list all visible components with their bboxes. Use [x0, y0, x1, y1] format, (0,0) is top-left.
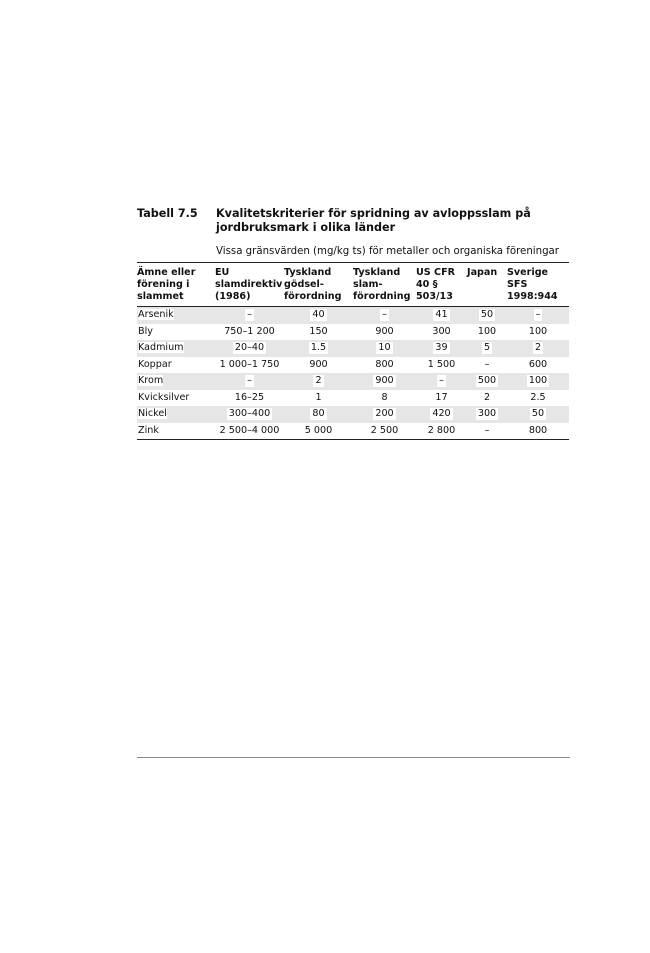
column-header-line: [467, 291, 507, 303]
column-header-line: förordning: [284, 291, 342, 302]
limit-value-cell: [467, 406, 507, 423]
substance-name-cell: [137, 340, 215, 357]
cell-text: –: [484, 424, 490, 436]
limit-value-cell: [215, 340, 284, 357]
cell-text: 100: [528, 325, 548, 337]
cell-text: 300–400: [228, 408, 271, 420]
cell-text: 800: [375, 358, 394, 370]
cell-text: 1 500: [427, 358, 456, 370]
limit-value-cell: [353, 357, 416, 374]
cell-text: 1: [315, 391, 322, 403]
cell-text: –: [484, 358, 490, 370]
cell-text: 20–40: [234, 342, 265, 354]
limit-value-cell: [416, 373, 467, 390]
column-header-line: US CFR: [416, 267, 456, 278]
cell-text: –: [247, 309, 252, 321]
cell-text: 40: [312, 309, 325, 321]
limit-value-cell: [467, 390, 507, 407]
table-row: [137, 324, 569, 341]
table-row: [137, 406, 569, 423]
cell-text: 8: [381, 391, 388, 403]
cell-text: 41: [435, 309, 448, 321]
cell-text: 200: [375, 408, 394, 420]
limit-value-cell: [507, 357, 569, 374]
column-header-line: Tyskland: [353, 267, 401, 278]
column-header-line: EU: [215, 267, 230, 278]
cell-text: –: [382, 309, 387, 321]
limit-value-cell: [467, 373, 507, 390]
cell-text: –: [439, 375, 444, 387]
column-header-line: slammet: [137, 291, 184, 302]
limit-value-cell: [467, 423, 507, 440]
limit-value-cell: [284, 390, 353, 407]
column-header: [353, 263, 416, 307]
column-header-line: Tyskland: [284, 267, 332, 278]
substance-name-cell: [137, 390, 215, 407]
limit-value-cell: [507, 307, 569, 324]
cell-text: Arsenik: [138, 309, 174, 321]
cell-text: Nickel: [138, 408, 167, 420]
limit-value-cell: [353, 307, 416, 324]
column-header-line: slam-: [353, 279, 383, 290]
limit-value-cell: [284, 357, 353, 374]
cell-text: 39: [435, 342, 448, 354]
table-subtitle: Vissa gränsvärden (mg/kg ts) för metaller och organiska föreningar: [216, 246, 559, 257]
substance-name-cell: [137, 373, 215, 390]
limit-value-cell: [353, 324, 416, 341]
table-row: [137, 340, 569, 357]
limit-value-cell: [507, 340, 569, 357]
table-row: [137, 423, 569, 440]
limit-value-cell: [353, 406, 416, 423]
cell-text: Bly: [138, 325, 153, 337]
cell-text: 16–25: [234, 391, 265, 403]
cell-text: 2: [315, 375, 322, 387]
cell-text: 900: [375, 325, 394, 337]
cell-text: 1 000–1 750: [219, 358, 280, 370]
cell-text: Kadmium: [138, 342, 184, 354]
limit-value-cell: [507, 406, 569, 423]
limit-value-cell: [467, 307, 507, 324]
cell-text: Zink: [138, 424, 159, 436]
limit-value-cell: [284, 307, 353, 324]
column-header: [284, 263, 353, 307]
substance-name-cell: [137, 324, 215, 341]
cell-text: 300: [432, 325, 451, 337]
limit-value-cell: [507, 324, 569, 341]
cell-text: 300: [477, 408, 497, 420]
table-title: Kvalitetskriterier för spridning av avloppsslam på jordbruksmark i olika länder: [216, 207, 531, 234]
table-number: Tabell 7.5: [137, 207, 198, 220]
limit-value-cell: [507, 373, 569, 390]
table-row: [137, 307, 569, 324]
limit-value-cell: [416, 423, 467, 440]
table-row: [137, 373, 569, 390]
cell-text: 80: [312, 408, 325, 420]
footer-divider: [137, 757, 570, 758]
substance-name-cell: [137, 307, 215, 324]
column-header-line: Ämne eller: [137, 267, 196, 278]
column-header-line: 40 §: [416, 279, 438, 290]
cell-text: 900: [309, 358, 328, 370]
cell-text: 900: [375, 375, 394, 387]
column-header-line: slamdirektiv: [215, 279, 283, 290]
column-header: [467, 263, 507, 307]
substance-name-cell: [137, 406, 215, 423]
limit-value-cell: [215, 307, 284, 324]
column-header-line: gödsel-: [284, 279, 324, 290]
cell-text: 600: [528, 358, 548, 370]
cell-text: Koppar: [138, 358, 172, 370]
column-header: [137, 263, 215, 307]
cell-text: 420: [432, 408, 451, 420]
limit-value-cell: [416, 340, 467, 357]
substance-name-cell: [137, 357, 215, 374]
cell-text: 10: [378, 342, 391, 354]
table-row: [137, 357, 569, 374]
cell-text: 2 800: [427, 424, 456, 436]
cell-text: 150: [309, 325, 328, 337]
cell-text: 2.5: [530, 391, 546, 403]
table-caption: [137, 207, 577, 235]
cell-text: 750–1 200: [224, 325, 275, 337]
limit-value-cell: [284, 324, 353, 341]
cell-text: 17: [435, 391, 448, 403]
column-header: [507, 263, 569, 307]
limit-value-cell: [507, 390, 569, 407]
limit-value-cell: [284, 373, 353, 390]
cell-text: 2: [483, 391, 491, 403]
column-header-line: 503/13: [416, 291, 453, 302]
cell-text: 50: [531, 408, 545, 420]
cell-text: 2 500–4 000: [219, 424, 280, 436]
cell-text: –: [535, 309, 541, 321]
cell-text: 5 000: [304, 424, 333, 436]
cell-text: –: [247, 375, 252, 387]
limit-value-cell: [416, 357, 467, 374]
column-header: [215, 263, 284, 307]
header-row: [137, 263, 569, 307]
cell-text: 2: [534, 342, 542, 354]
column-header-line: förening i: [137, 279, 190, 290]
substance-name-cell: [137, 423, 215, 440]
limit-value-cell: [215, 357, 284, 374]
cell-text: 500: [477, 375, 497, 387]
limit-value-cell: [284, 406, 353, 423]
table-row: [137, 390, 569, 407]
limit-value-cell: [353, 373, 416, 390]
table-body: [137, 307, 569, 440]
column-header: [416, 263, 467, 307]
limit-value-cell: [467, 357, 507, 374]
limit-value-cell: [215, 423, 284, 440]
limit-value-cell: [416, 307, 467, 324]
limit-value-cell: [215, 390, 284, 407]
column-header-line: förordning: [353, 291, 411, 302]
column-header-line: 1998:944: [507, 291, 558, 302]
limit-value-cell: [353, 423, 416, 440]
column-header-line: SFS: [507, 279, 528, 290]
limit-value-cell: [507, 423, 569, 440]
limit-value-cell: [215, 324, 284, 341]
limit-value-cell: [467, 324, 507, 341]
limit-value-cell: [416, 324, 467, 341]
cell-text: 5: [483, 342, 491, 354]
limit-value-cell: [284, 340, 353, 357]
cell-text: 2 500: [370, 424, 399, 436]
limit-value-cell: [467, 340, 507, 357]
cell-text: Kvicksilver: [138, 391, 190, 403]
column-header-line: Sverige: [507, 267, 549, 278]
cell-text: Krom: [138, 375, 164, 387]
limit-value-cell: [416, 390, 467, 407]
limit-value-cell: [215, 406, 284, 423]
cell-text: 50: [480, 309, 494, 321]
cell-text: 1.5: [310, 342, 327, 354]
limit-value-cell: [416, 406, 467, 423]
limit-value-cell: [215, 373, 284, 390]
limit-value-cell: [353, 390, 416, 407]
column-header-line: (1986): [215, 291, 251, 302]
cell-text: 100: [477, 325, 497, 337]
cell-text: 100: [528, 375, 548, 387]
cell-text: 800: [528, 424, 548, 436]
limit-value-cell: [353, 340, 416, 357]
column-header-line: [467, 279, 507, 291]
limit-value-cell: [284, 423, 353, 440]
data-table: [137, 262, 569, 440]
column-header-line: Japan: [467, 267, 498, 278]
